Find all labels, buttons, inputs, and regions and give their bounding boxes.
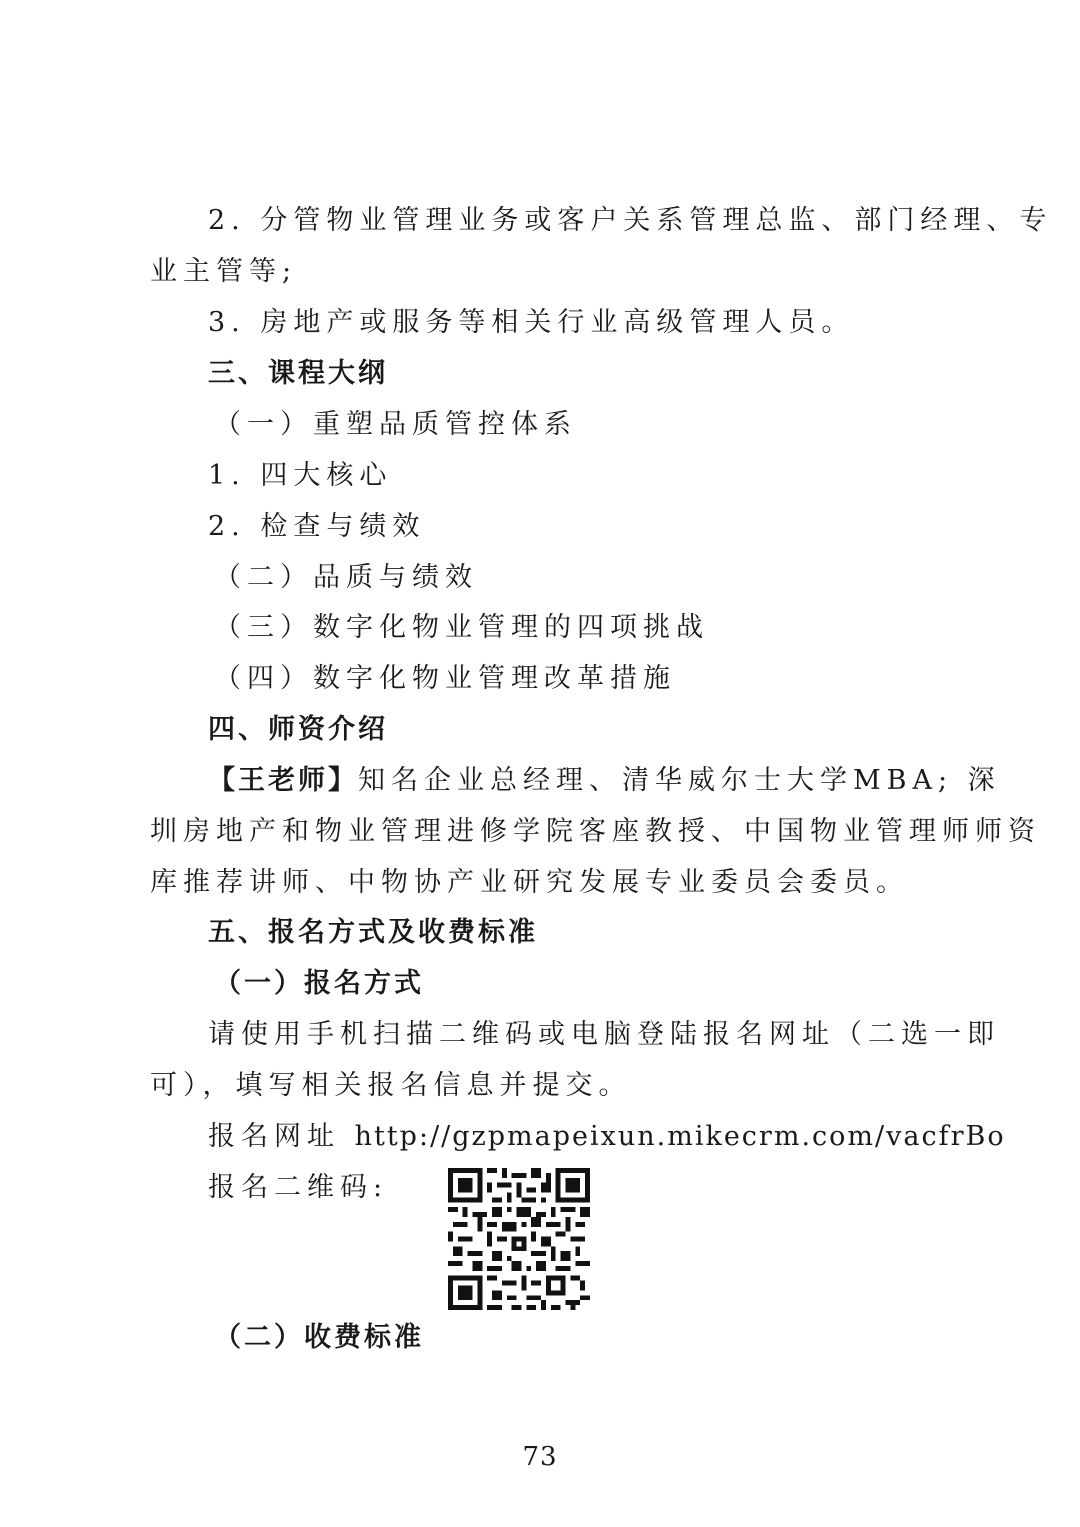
subsection-heading: （三）数字化物业管理的四项挑战 (214, 612, 709, 643)
subsection-heading: （一）报名方式 (214, 968, 424, 999)
paragraph-line: 库推荐讲师、中物协产业研究发展专业委员会委员。 (150, 867, 909, 898)
section-heading: 三、课程大纲 (208, 358, 388, 389)
paragraph-line: 3. 房地产或服务等相关行业高级管理人员。 (208, 307, 855, 338)
teacher-intro-text: 知名企业总经理、清华威尔士大学MBA; 深 (358, 765, 1001, 796)
subsection-heading: （一）重塑品质管控体系 (214, 409, 577, 440)
paragraph-line: 请使用手机扫描二维码或电脑登陆报名网址（二选一即 (208, 1019, 1000, 1050)
section-heading: 四、师资介绍 (208, 714, 388, 745)
subsection-heading: （二）品质与绩效 (214, 562, 478, 593)
list-item: 2. 检查与绩效 (208, 511, 426, 542)
list-item: 1. 四大核心 (208, 460, 393, 491)
registration-url-line (208, 1119, 1006, 1155)
paragraph-line: 可），填写相关报名信息并提交。 (150, 1070, 632, 1101)
registration-url[interactable]: http://gzpmapeixun.mikecrm.com/vacfrBo (354, 1121, 1006, 1152)
paragraph-line: 2. 分管物业管理业务或客户关系管理总监、部门经理、专 (208, 205, 1053, 236)
subsection-heading: （二）收费标准 (214, 1322, 424, 1353)
qr-code-image[interactable] (448, 1168, 590, 1310)
teacher-intro-line (208, 763, 1001, 799)
paragraph-line: 业主管等; (150, 256, 298, 287)
subsection-heading: （四）数字化物业管理改革措施 (214, 663, 676, 694)
teacher-name: 【王老师】 (208, 765, 358, 796)
paragraph-line: 圳房地产和物业管理进修学院客座教授、中国物业管理师师资 (150, 816, 1041, 847)
qr-label: 报名二维码: (208, 1172, 389, 1203)
url-label: 报名网址 (208, 1121, 355, 1152)
section-heading: 五、报名方式及收费标准 (208, 917, 538, 948)
page-number: 73 (522, 1442, 558, 1472)
